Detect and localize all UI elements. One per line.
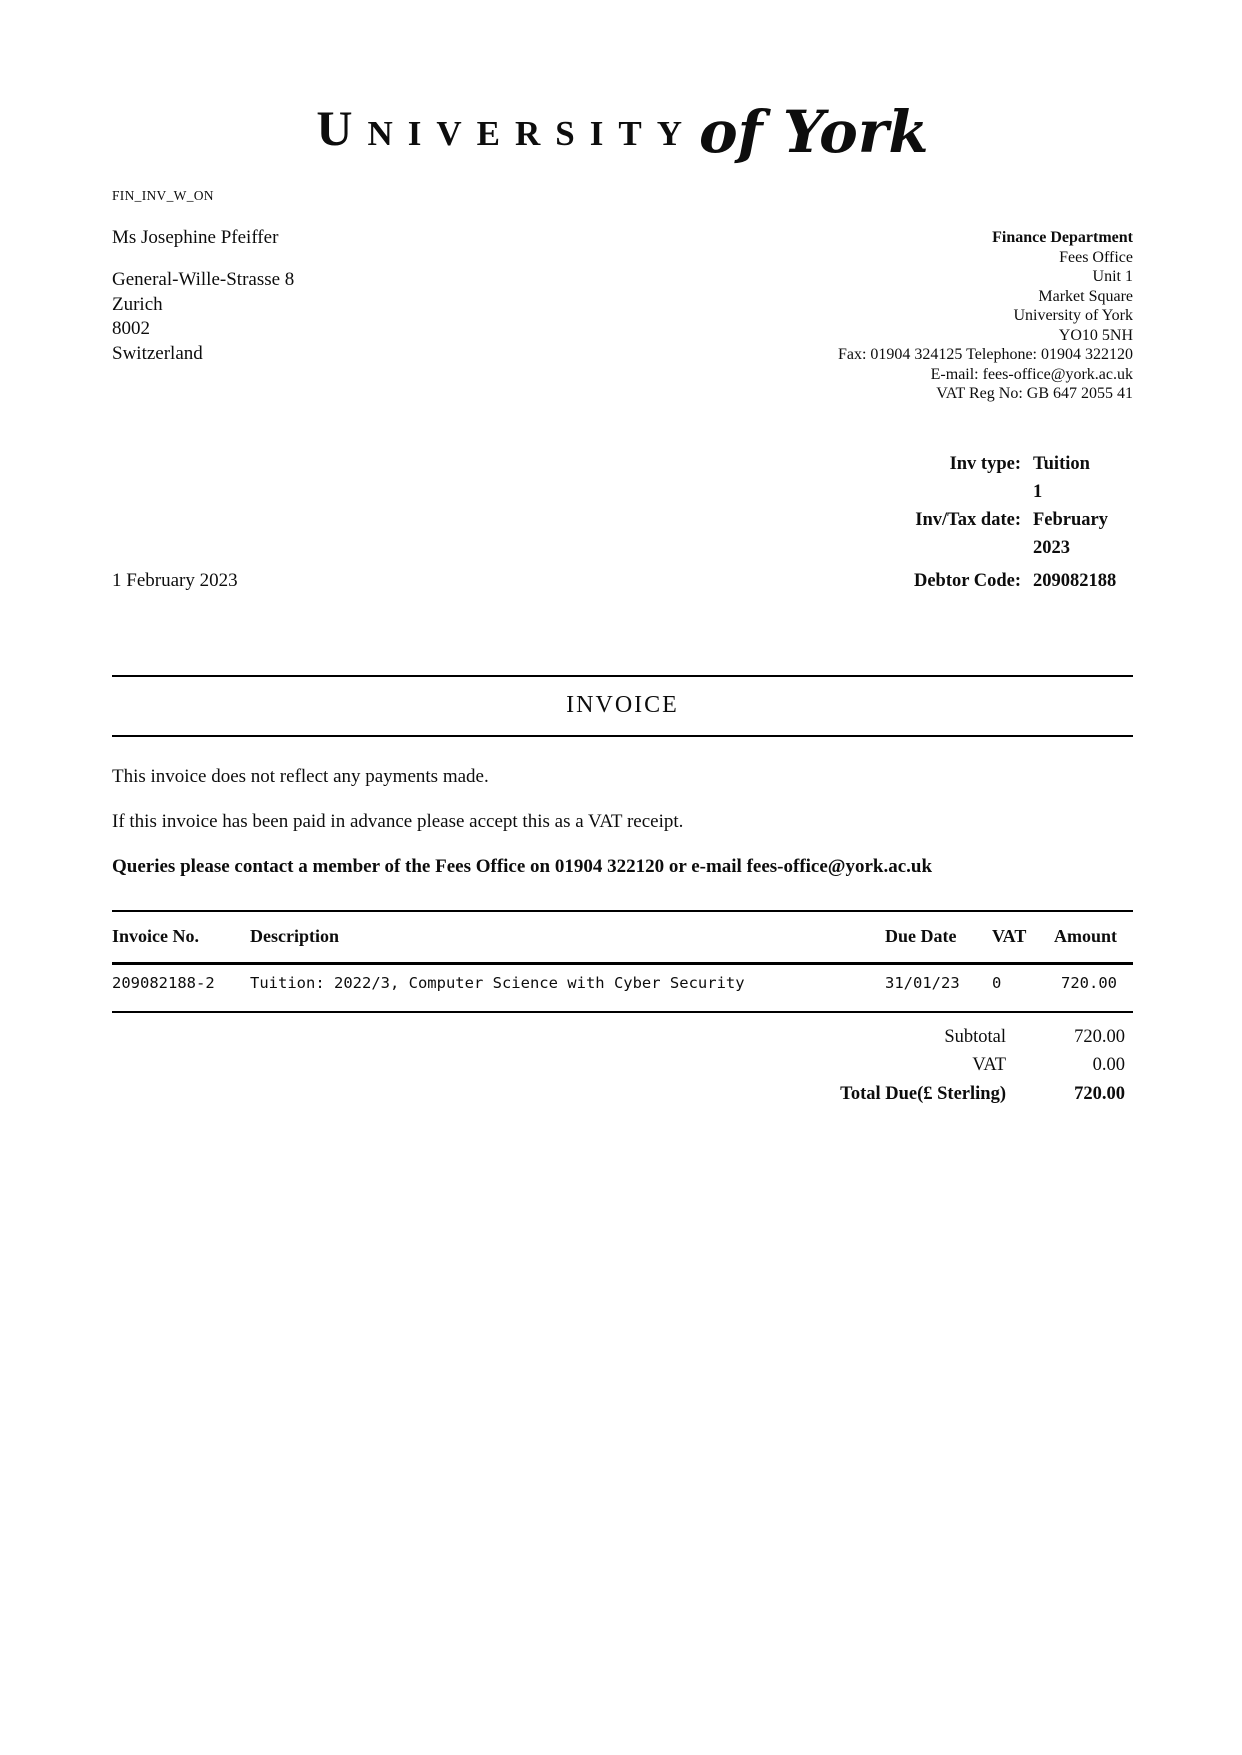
invoice-meta-section [112,450,1133,595]
cell-description: Tuition: 2022/3, Computer Science with Cyber Security [250,973,745,992]
sender-address-line: Unit 1 [1092,268,1133,285]
total-value: 720.00 [1074,1026,1125,1047]
header-vat: VAT [992,925,1027,946]
invoice-title: INVOICE [566,691,679,718]
total-row [112,1051,1133,1080]
sender-address-line: VAT Reg No: GB 647 2055 41 [936,385,1133,402]
totals-section [112,1023,1133,1109]
university-of-york-logo [112,96,1133,166]
recipient-name: Ms Josephine Pfeiffer [112,227,279,248]
address-section [112,227,1133,404]
recipient-address-line: 8002 [112,318,150,339]
invoice-detail-row [793,450,1133,506]
table-body [112,965,1133,1011]
detail-value [1033,506,1133,562]
invoice-details [793,450,1133,595]
sender-address-line: University of York [1013,307,1133,324]
sender-address-line: E-mail: fees-office@york.ac.uk [930,365,1133,383]
cell-due-date: 31/01/23 [885,973,960,992]
line-items-table [112,910,1133,1013]
sender-address-line: YO10 5NH [1058,326,1133,344]
note-no-payments: This invoice does not reflect any payments made. [112,765,489,787]
table-bottom-rule [112,1011,1133,1013]
detail-value-line: 209082188 [1033,570,1117,591]
detail-value-line: 1 [1033,481,1043,502]
sender-address [838,248,1133,404]
recipient-address-line: Zurich [112,293,163,315]
sender-address-line: Fax: 01904 324125 Telephone: 01904 322120 [837,346,1133,363]
invoice-detail-row [793,506,1133,562]
total-value: 720.00 [1074,1083,1125,1104]
header-due-date: Due Date [885,925,957,946]
invoice-detail-row [793,567,1133,595]
header-amount: Amount [1053,925,1117,946]
recipient-address [112,268,294,366]
cell-vat: 0 [992,973,1002,992]
invoice-line-item-row [112,965,1133,1011]
detail-value-line: 2023 [1033,537,1070,558]
issue-date: 1 February 2023 [112,569,238,591]
recipient-address-line: Switzerland [112,342,203,364]
form-code: FIN_INV_W_ON [112,188,214,203]
table-header-row [112,912,1133,962]
invoice-heading-band [112,675,1133,737]
sender-block [838,228,1133,404]
recipient-block [112,227,294,404]
recipient-address-line: General-Wille-Strasse 8 [112,269,295,290]
note-vat-receipt: If this invoice has been paid in advance please accept this as a VAT receipt. [112,810,684,832]
header-invoice-no: Invoice No. [112,925,199,946]
total-row [112,1080,1133,1109]
detail-label: Debtor Code: [913,570,1021,591]
note-queries-contact: Queries please contact a member of the Fees Office on 01904 322120 or e-mail fees-office@york.ac.uk [112,855,933,877]
cell-amount: 720.00 [1061,973,1117,992]
sender-address-line: Fees Office [1059,248,1133,266]
detail-label: Inv type: [949,453,1021,474]
logo-of-york-script: of York [698,98,929,166]
sender-department: Finance Department [992,229,1133,246]
total-label: VAT [972,1055,1006,1075]
sender-address-line: Market Square [1038,287,1133,305]
detail-label: Inv/Tax date: [915,509,1021,530]
detail-value [1033,450,1133,506]
detail-value-line: February [1033,509,1109,530]
total-label: Subtotal [944,1026,1006,1047]
cell-invoice-no: 209082188-2 [112,973,215,992]
total-label: Total Due(£ Sterling) [840,1083,1006,1104]
detail-value-line: Tuition [1033,453,1090,474]
total-value: 0.00 [1092,1055,1125,1075]
logo-university-text: University [316,100,697,156]
detail-value [1033,567,1133,595]
header-description: Description [250,925,339,946]
total-row [112,1023,1133,1052]
